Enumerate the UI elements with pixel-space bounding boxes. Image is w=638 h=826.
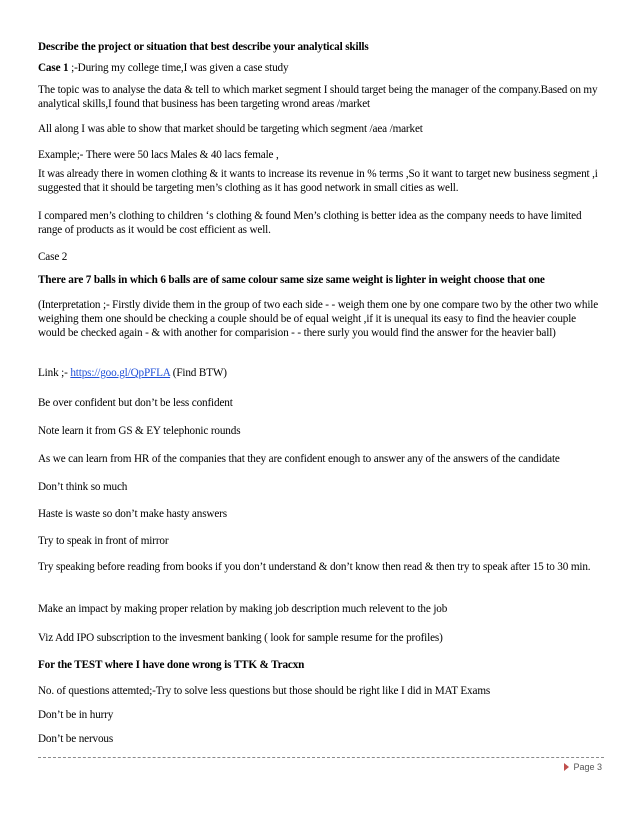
- page-number: Page 3: [573, 762, 602, 772]
- case-1-line: [38, 61, 604, 75]
- link-prefix: Link ;-: [38, 367, 71, 379]
- topic-paragraph: The topic was to analyse the data & tell to which market segment I should target being the manager of the company.Based on my analytical skills,I found that business has been targeting wrond areas /market: [38, 84, 598, 110]
- interpretation-paragraph: (Interpretation ;- Firstly divide them in the group of two each side - - weigh them one by one compare two by the other two while weighing them one should be checking a couple should be of equal weight ,if it is unequal its easy to find the heavier couple would be checked again - & with another for comparision - - there surly you would find the answer for the heavier ball): [38, 299, 599, 339]
- questions-line: No. of questions attemted;-Try to solve less questions but those should be right like I did in MAT Exams: [38, 685, 491, 697]
- all-along-paragraph: All along I was able to show that market should be targeting which segment /aea /market: [38, 123, 423, 135]
- already-paragraph: It was already there in women clothing & it wants to increase its revenue in % terms ,So it want to target new business segment ,i suggested that it should be targeting men’s clothing as it has good network in small cities as well.: [38, 168, 598, 194]
- triangle-bullet-icon: [564, 763, 569, 771]
- shortened-link[interactable]: https://goo.gl/QpPFLA: [70, 367, 171, 379]
- link-line: [38, 366, 604, 380]
- try-speaking-paragraph: Try speaking before reading from books if you don’t understand & don’t know then read & then try to speak after 15 to 30 min.: [38, 561, 591, 573]
- case-1-text: ;-During my college time,I was given a case study: [68, 62, 289, 74]
- mirror-line: Try to speak in front of mirror: [38, 535, 169, 547]
- impact-line: Make an impact by making proper relation by making job description much relevent to the job: [38, 603, 448, 615]
- compared-paragraph: I compared men’s clothing to children ‘s clothing & found Men’s clothing is better idea as the company needs to have limited range of products as it would be cost efficient as well.: [38, 210, 582, 236]
- question-heading: Describe the project or situation that best describe your analytical skills: [38, 41, 369, 53]
- over-confident-line: Be over confident but don’t be less confident: [38, 397, 233, 409]
- test-heading: For the TEST where I have done wrong is TTK & Tracxn: [38, 659, 305, 671]
- viz-line: Viz Add IPO subscription to the invesment banking ( look for sample resume for the profiles): [38, 632, 443, 644]
- link-suffix: (Find BTW): [170, 367, 227, 379]
- nervous-line: Don’t be nervous: [38, 733, 114, 745]
- balls-question: There are 7 balls in which 6 balls are of same colour same size same weight is lighter in weight choose that one: [38, 274, 545, 286]
- dont-think-line: Don’t think so much: [38, 481, 128, 493]
- case-2-label: Case 2: [38, 251, 68, 263]
- hurry-line: Don’t be in hurry: [38, 709, 114, 721]
- footer-divider: [38, 757, 604, 758]
- case-1-label: Case 1: [38, 62, 69, 74]
- page-footer: [564, 762, 602, 772]
- example-paragraph: Example;- There were 50 lacs Males & 40 lacs female ,: [38, 149, 279, 161]
- note-line: Note learn it from GS & EY telephonic rounds: [38, 425, 241, 437]
- hr-line: As we can learn from HR of the companies that they are confident enough to answer any of the answers of the candidate: [38, 453, 560, 465]
- haste-line: Haste is waste so don’t make hasty answers: [38, 508, 227, 520]
